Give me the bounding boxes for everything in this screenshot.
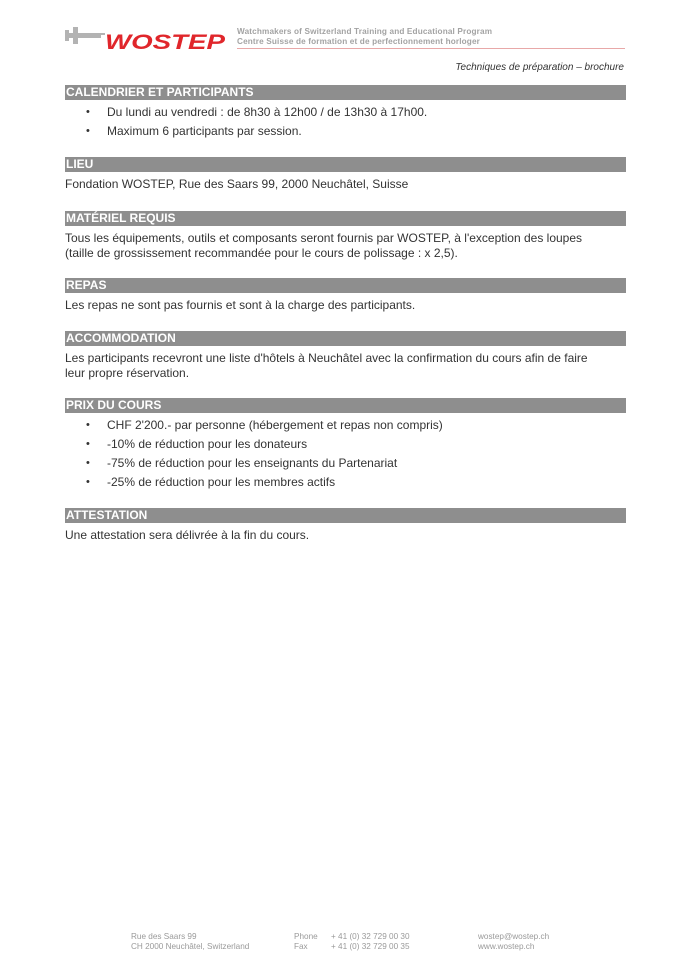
section-title: CALENDRIER ET PARTICIPANTS [65,85,626,100]
website-link[interactable]: www.wostep.ch [478,942,535,951]
section-text-line: Tous les équipements, outils et composants seront fournis par WOSTEP, à l'exception des loupes [65,231,583,245]
bullet-icon: • [86,476,90,488]
document-body [65,85,626,553]
section-text-line: (taille de grossissement recommandée pour le cours de polissage : x 2,5). [65,246,458,260]
section-text-line: Les participants recevront une liste d'hôtels à Neuchâtel avec la confirmation du cours afin de faire [65,351,588,365]
section-repas [65,278,626,313]
phone-number: + 41 (0) 32 729 00 30 [331,932,410,941]
header-rule [237,48,625,49]
section-accommodation [65,331,626,381]
list-item [65,437,626,452]
list-item-text: Maximum 6 participants par session. [107,124,302,138]
fax-number: + 41 (0) 32 729 00 35 [331,942,410,951]
section-title: ACCOMMODATION [65,331,626,346]
list-item [65,124,626,139]
logo-wordmark: WOSTEP [105,31,227,50]
bullet-list [65,418,626,490]
email-link[interactable]: wostep@wostep.ch [478,932,550,941]
page-header [65,22,625,52]
list-item-text: -10% de réduction pour les donateurs [107,437,308,451]
section-attestation [65,508,626,543]
section-text-line: leur propre réservation. [65,366,190,380]
section-title: MATÉRIEL REQUIS [65,211,626,226]
footer-contact-labels [294,932,318,952]
org-line-english: Watchmakers of Switzerland Training and Educational Program [237,27,493,36]
section-title: ATTESTATION [65,508,626,523]
section-lieu [65,157,626,192]
section-title: LIEU [65,157,626,172]
footer-city: CH 2000 Neuchâtel, Switzerland [131,942,250,951]
wostep-logo [65,24,227,50]
section-title: PRIX DU COURS [65,398,626,413]
footer-contact-numbers [331,932,410,952]
section-text: Fondation WOSTEP, Rue des Saars 99, 2000 Neuchâtel, Suisse [65,177,409,191]
document-subtitle: Techniques de préparation – brochure [455,62,624,73]
section-prix [65,398,626,490]
list-item-text: Du lundi au vendredi : de 8h30 à 12h00 / de 13h30 à 17h00. [107,105,428,119]
list-item [65,418,626,433]
list-item [65,456,626,471]
footer-address [131,932,249,952]
bullet-icon: • [86,106,90,118]
bullet-icon: • [86,438,90,450]
bullet-icon: • [86,125,90,137]
list-item [65,475,626,490]
section-text: Les repas ne sont pas fournis et sont à la charge des participants. [65,298,416,312]
list-item-text: -25% de réduction pour les membres actifs [107,475,336,489]
section-calendrier [65,85,626,139]
list-item-text: CHF 2'200.- par personne (hébergement et repas non compris) [107,418,443,432]
organization-name [237,27,492,47]
section-title: REPAS [65,278,626,293]
footer-online [478,932,549,952]
fax-label: Fax [294,942,308,951]
bullet-icon: • [86,457,90,469]
section-materiel [65,211,626,261]
org-line-french: Centre Suisse de formation et de perfectionnement horloger [237,37,480,46]
footer-street: Rue des Saars 99 [131,932,197,941]
phone-label: Phone [294,932,318,941]
bullet-icon: • [86,419,90,431]
list-item-text: -75% de réduction pour les enseignants du Partenariat [107,456,398,470]
section-text: Une attestation sera délivrée à la fin du cours. [65,528,310,542]
list-item [65,105,626,120]
bullet-list [65,105,626,139]
